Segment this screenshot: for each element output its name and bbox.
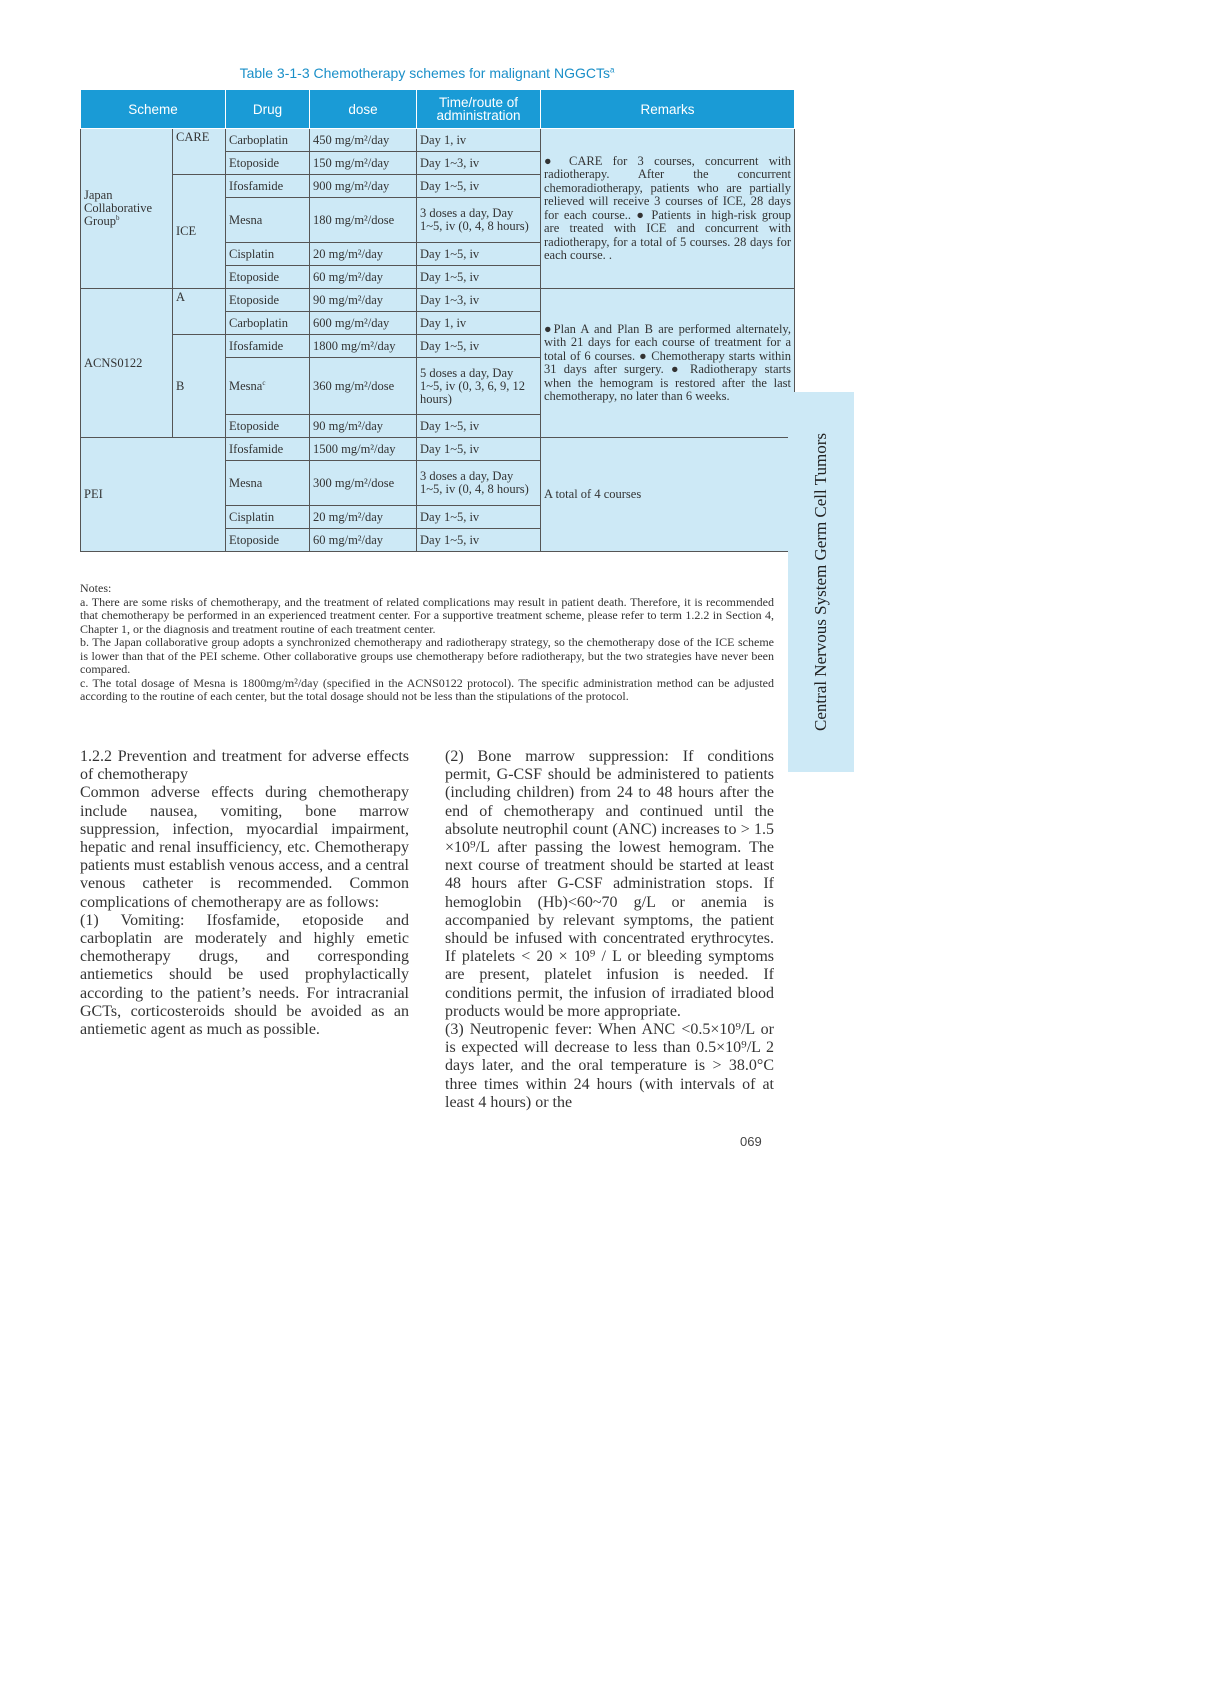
header-time: Time/route of administration bbox=[417, 90, 541, 129]
time-cell: Day 1~3, iv bbox=[417, 152, 541, 175]
body-paragraph: Common adverse effects during chemotherapy include nausea, vomiting, bone marrow suppression, infection, myocardial impairment, hepatic and renal insufficiency, etc. Chemotherapy patients must establish venous access, and a central venous catheter is recommended. Common complications of chemotherapy are as follows: bbox=[80, 784, 409, 911]
header-remarks: Remarks bbox=[541, 90, 795, 129]
body-column-right bbox=[445, 748, 774, 1112]
notes-title: Notes: bbox=[80, 581, 112, 595]
body-paragraph: (1) Vomiting: Ifosfamide, etoposide and carboplatin are moderately and highly emetic chemotherapy drugs, and corresponding antiemetics should be used prophylactically according to the patient’s needs. For intracranial GCTs, corticosteroids should be avoided as an antiemetic agent as much as possible. bbox=[80, 911, 409, 1039]
time-cell: Day 1~3, iv bbox=[417, 289, 541, 312]
dose-cell: 20 mg/m²/day bbox=[310, 506, 417, 529]
dose-cell: 60 mg/m²/day bbox=[310, 266, 417, 289]
drug-cell: Mesna bbox=[226, 198, 310, 243]
time-cell: Day 1~5, iv bbox=[417, 266, 541, 289]
header-drug: Drug bbox=[226, 90, 310, 129]
dose-cell: 300 mg/m²/dose bbox=[310, 461, 417, 506]
table-row bbox=[81, 289, 795, 312]
time-cell: 3 doses a day, Day 1~5, iv (0, 4, 8 hours) bbox=[417, 198, 541, 243]
chemotherapy-table bbox=[80, 89, 795, 552]
table-caption: Table 3-1-3 Chemotherapy schemes for malignant NGGCTs$^a$ bbox=[239, 65, 615, 81]
dose-cell: 1500 mg/m²/day bbox=[310, 438, 417, 461]
time-cell: 3 doses a day, Day 1~5, iv (0, 4, 8 hours) bbox=[417, 461, 541, 506]
note-b: b. The Japan collaborative group adopts a synchronized chemotherapy and radiotherapy strategy, so the chemotherapy dose of the ICE scheme is lower than that of the PEI scheme. Other collaborative groups use chemotherapy before radiotherapy, but the two strategies have never been compared. bbox=[80, 635, 774, 676]
body-paragraph: (2) Bone marrow suppression: If conditions permit, G-CSF should be administered to patients (including children) from 24 to 48 hours after the end of chemotherapy and continued until the absolute neutrophil count (ANC) increases to > 1.5 ×10⁹/L after passing the lowest hemogram. The next course of treatment should be started at least 48 hours after G-CSF administration stops. If hemoglobin (Hb)<60~70 g/L or anemia is accompanied by relevant symptoms, the patient should be infused with concentrated erythrocytes. If platelets < 20 × 10⁹ / L or bleeding symptoms are present, platelet infusion is needed. If conditions permit, the infusion of irradiated blood products would be more appropriate. bbox=[445, 748, 774, 1020]
table-notes bbox=[80, 582, 774, 704]
table-row bbox=[81, 129, 795, 152]
dose-cell: 150 mg/m²/day bbox=[310, 152, 417, 175]
remarks-pei: A total of 4 courses bbox=[541, 438, 795, 552]
note-a: a. There are some risks of chemotherapy, and the treatment of related complications may result in patient death. Therefore, it is recommended that chemotherapy be performed in an experienced treatment center. For a supportive treatment scheme, please refer to term 1.2.2 in Section 4, Chapter 1, or the diagnosis and treatment routine of each treatment center. bbox=[80, 594, 774, 636]
page-number: 069 bbox=[740, 1134, 762, 1149]
remarks-japan: ● CARE for 3 courses, concurrent with radiotherapy. After the concurrent chemoradiotherapy, patients who are partially relieved will receive 3 courses of ICE, 28 days for each course.. ● Patients in high-risk group are treated with ICE and concurrent with radiotherapy, for a total of 5 courses. 28 days for each course. . bbox=[541, 129, 795, 289]
drug-cell: Cisplatin bbox=[226, 506, 310, 529]
dose-cell: 450 mg/m²/day bbox=[310, 129, 417, 152]
time-cell: Day 1, iv bbox=[417, 129, 541, 152]
time-cell: 5 doses a day, Day 1~5, iv (0, 3, 6, 9, 12 hours) bbox=[417, 358, 541, 415]
subscheme-b: B bbox=[173, 335, 226, 438]
dose-cell: 180 mg/m²/dose bbox=[310, 198, 417, 243]
dose-cell: 1800 mg/m²/day bbox=[310, 335, 417, 358]
time-cell: Day 1~5, iv bbox=[417, 506, 541, 529]
body-paragraph: (3) Neutropenic fever: When ANC <0.5×10⁹/L or is expected will decrease to less than 0.5×10⁹/L 2 days later, and the oral temperature is > 38.0°C three times within 24 hours (with intervals of at least 4 hours) or the bbox=[445, 1021, 774, 1111]
dose-cell: 20 mg/m²/day bbox=[310, 243, 417, 266]
dose-cell: 90 mg/m²/day bbox=[310, 415, 417, 438]
table-row bbox=[81, 438, 795, 461]
drug-cell: Etoposide bbox=[226, 266, 310, 289]
header-dose: dose bbox=[310, 90, 417, 129]
scheme-japan: Japan Collaborative Group$^b$ bbox=[81, 129, 173, 289]
drug-cell: Etoposide bbox=[226, 415, 310, 438]
time-cell: Day 1~5, iv bbox=[417, 175, 541, 198]
drug-cell: Ifosfamide bbox=[226, 175, 310, 198]
note-c: c. The total dosage of Mesna is 1800mg/m²/day (specified in the ACNS0122 protocol). The specific administration method can be adjusted according to the routine of each center, but the total dosage should not be less than the stipulations of the protocol. bbox=[80, 675, 774, 703]
subscheme-a: A bbox=[173, 289, 226, 335]
dose-cell: 900 mg/m²/day bbox=[310, 175, 417, 198]
chapter-side-tab-label: Central Nervous System Germ Cell Tumors bbox=[811, 433, 830, 731]
drug-cell: Ifosfamide bbox=[226, 335, 310, 358]
drug-cell: Etoposide bbox=[226, 289, 310, 312]
body-column-left bbox=[80, 748, 409, 1039]
header-scheme: Scheme bbox=[81, 90, 226, 129]
drug-cell: Mesna$^c$ bbox=[226, 358, 310, 415]
subscheme-care: CARE bbox=[173, 129, 226, 175]
time-cell: Day 1, iv bbox=[417, 312, 541, 335]
drug-cell: Carboplatin bbox=[226, 129, 310, 152]
time-cell: Day 1~5, iv bbox=[417, 529, 541, 552]
dose-cell: 90 mg/m²/day bbox=[310, 289, 417, 312]
drug-cell: Etoposide bbox=[226, 152, 310, 175]
time-cell: Day 1~5, iv bbox=[417, 438, 541, 461]
section-heading: 1.2.2 Prevention and treatment for adverse effects of chemotherapy bbox=[80, 748, 409, 784]
scheme-pei: PEI bbox=[81, 438, 226, 552]
drug-cell: Mesna bbox=[226, 461, 310, 506]
subscheme-ice: ICE bbox=[173, 175, 226, 289]
table-header-row bbox=[81, 90, 795, 129]
dose-cell: 600 mg/m²/day bbox=[310, 312, 417, 335]
remarks-acns0122: ●Plan A and Plan B are performed alternately, with 21 days for each course of treatment for a total of 6 courses. ● Chemotherapy starts within 31 days after surgery. ● Radiotherapy starts when the hemogram is restored after the last chemotherapy, no later than 6 weeks. bbox=[541, 289, 795, 438]
scheme-acns0122: ACNS0122 bbox=[81, 289, 173, 438]
time-cell: Day 1~5, iv bbox=[417, 415, 541, 438]
time-cell: Day 1~5, iv bbox=[417, 335, 541, 358]
dose-cell: 360 mg/m²/dose bbox=[310, 358, 417, 415]
drug-cell: Ifosfamide bbox=[226, 438, 310, 461]
drug-cell: Carboplatin bbox=[226, 312, 310, 335]
chapter-side-tab bbox=[788, 392, 854, 772]
time-cell: Day 1~5, iv bbox=[417, 243, 541, 266]
drug-cell: Cisplatin bbox=[226, 243, 310, 266]
dose-cell: 60 mg/m²/day bbox=[310, 529, 417, 552]
drug-cell: Etoposide bbox=[226, 529, 310, 552]
